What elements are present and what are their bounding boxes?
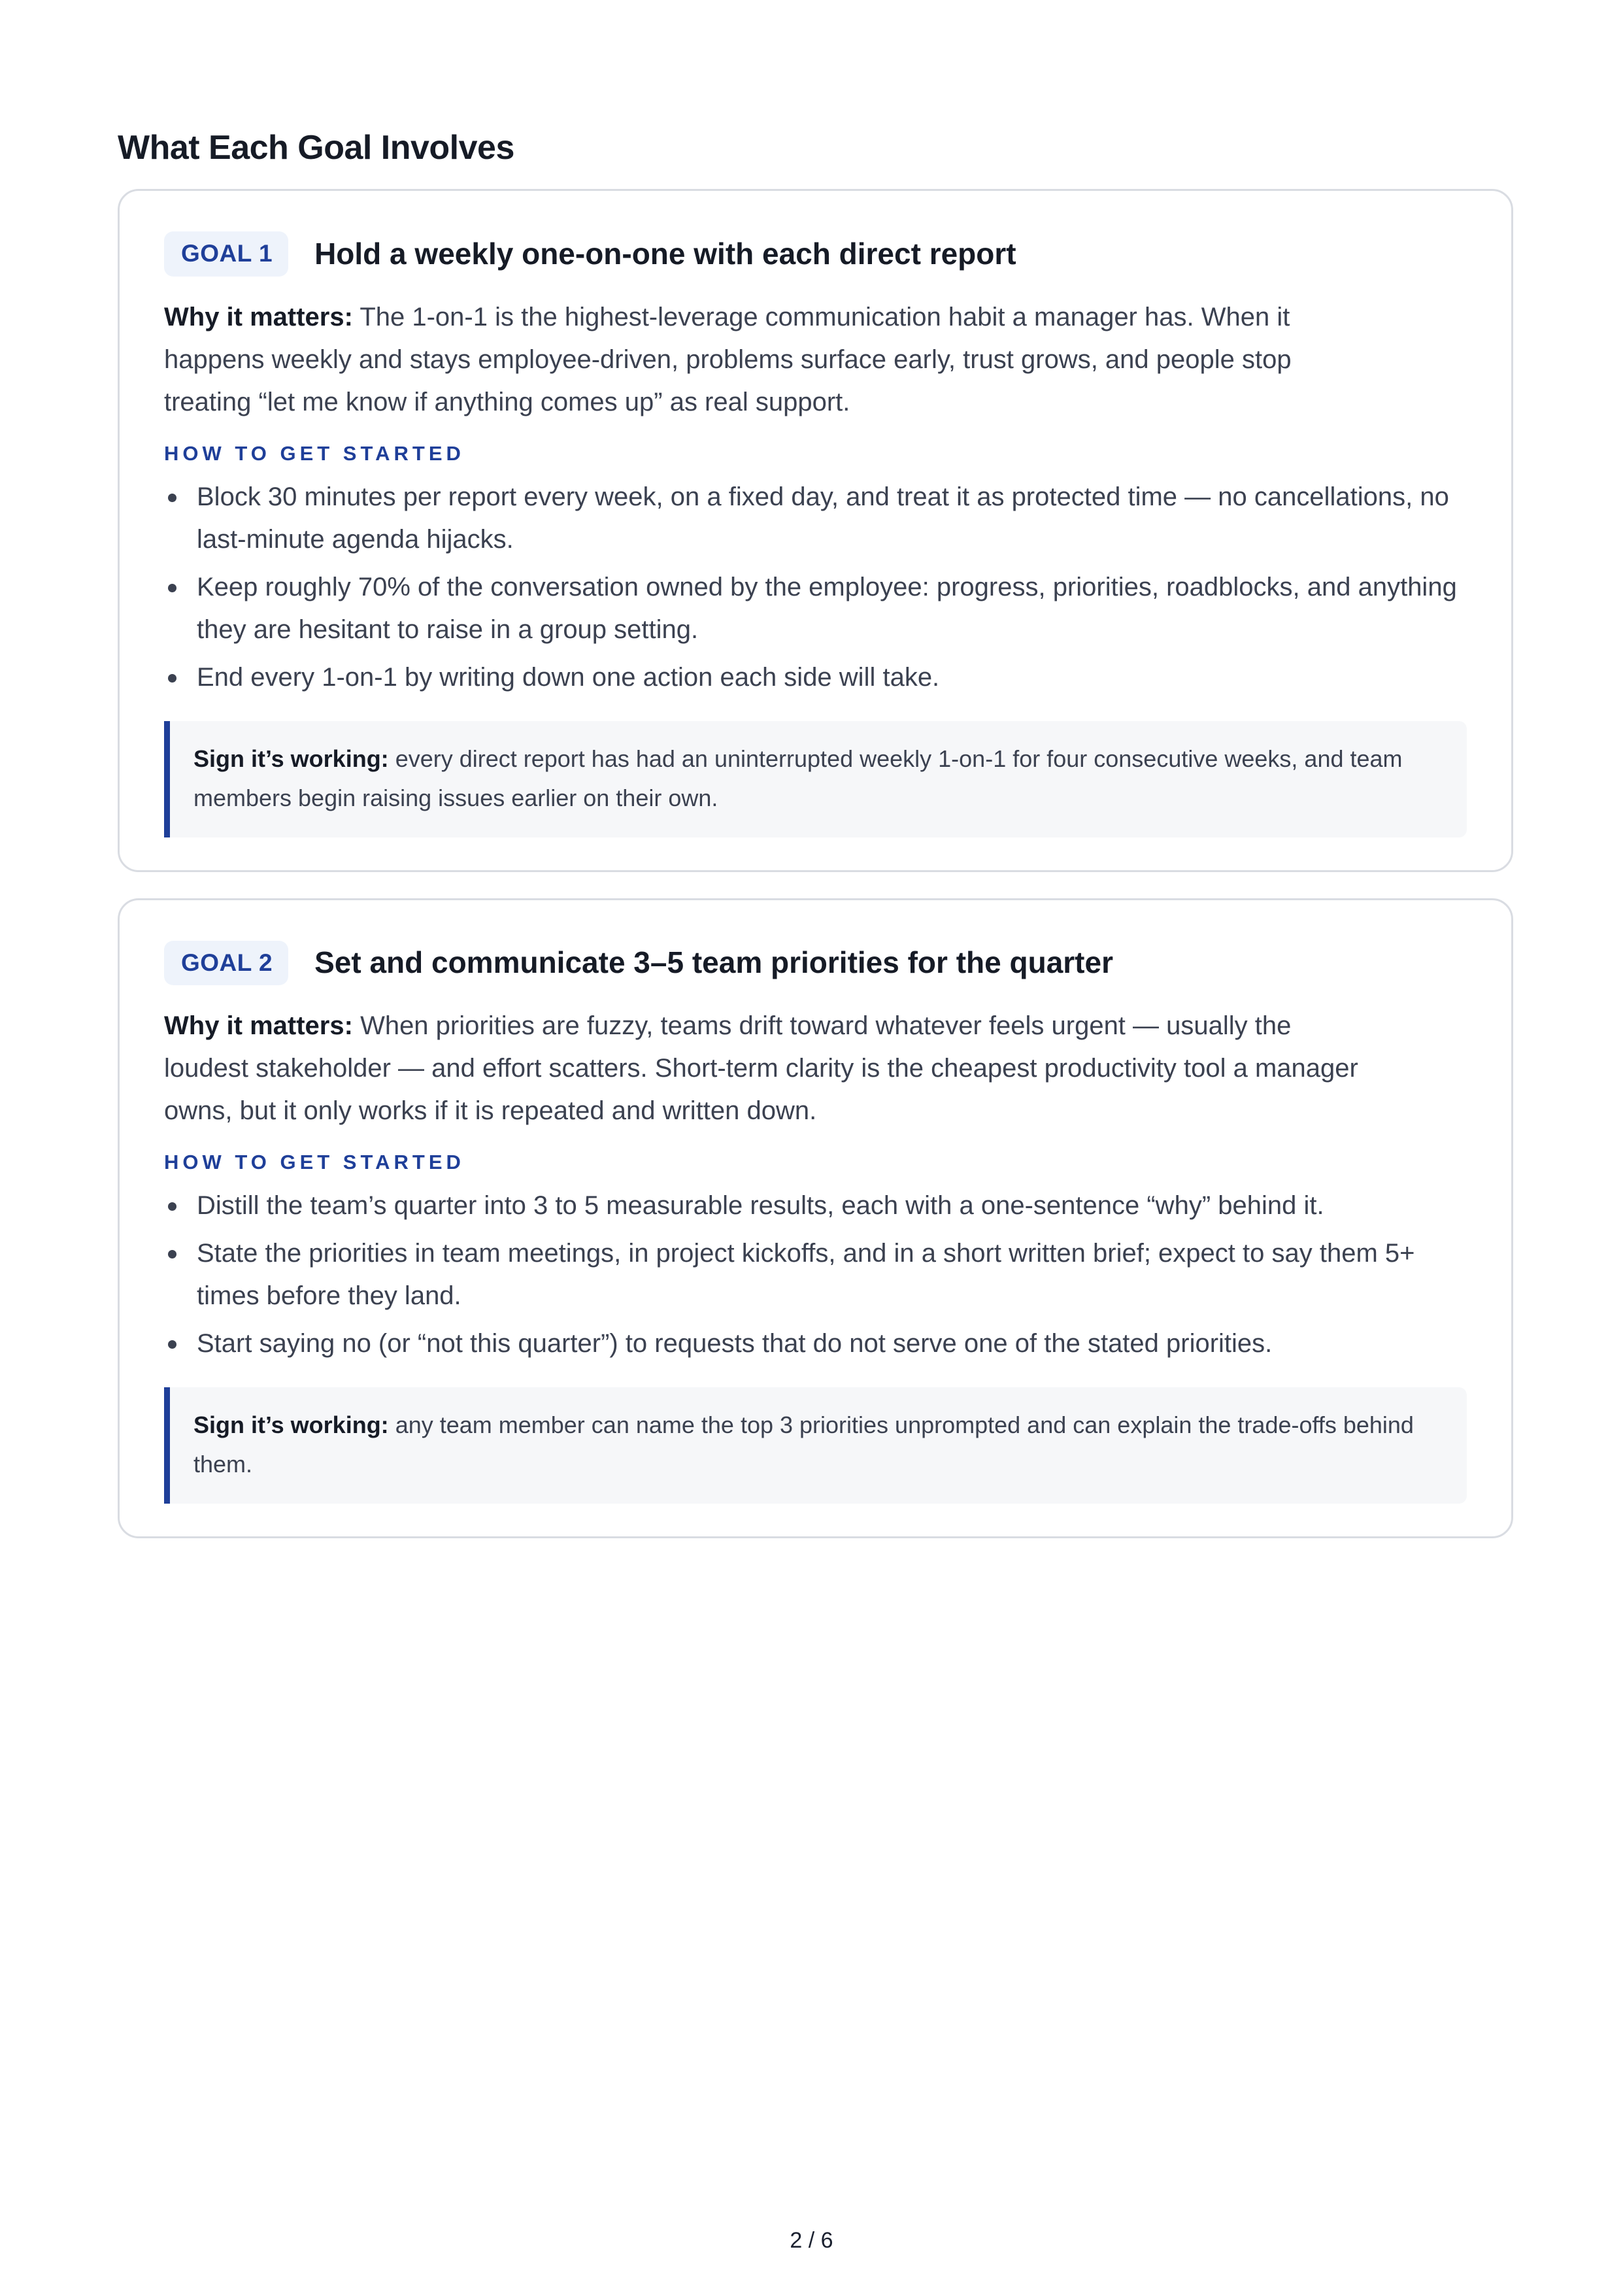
why-text: When priorities are fuzzy, teams drift toward whatever feels urgent — usually the loudest stakeholder — and effort scatters. Short-term clarity is the cheapest productivity tool a manager owns, but it only works if it is repeated and written down. [164, 1011, 1358, 1126]
list-item [164, 656, 1467, 699]
steps-list [164, 1185, 1467, 1365]
sign-its-working-callout [164, 721, 1467, 837]
step-text: Keep roughly 70% of the conversation owned by the employee: progress, priorities, roadblocks, and anything they are hesitant to raise in a group setting. [197, 572, 1457, 644]
bullet-icon [168, 1250, 176, 1258]
list-item [164, 1232, 1467, 1317]
goal-card-1 [118, 189, 1513, 871]
how-to-get-started-label: HOW TO GET STARTED [164, 441, 465, 465]
goal-header [164, 941, 1467, 985]
sign-text: any team member can name the top 3 priorities unprompted and can explain the trade-offs behind them. [193, 1411, 1414, 1478]
step-text: Distill the team’s quarter into 3 to 5 measurable results, each with a one-sentence “why” behind it. [197, 1191, 1324, 1221]
sign-label: Sign it’s working: [193, 745, 389, 772]
sign-its-working-callout [164, 1387, 1467, 1504]
step-text: Block 30 minutes per report every week, on a fixed day, and treat it as protected time — no cancellations, no last-minute agenda hijacks. [197, 482, 1449, 554]
goal-title: Set and communicate 3–5 team priorities for the quarter [314, 945, 1113, 980]
goal-badge: GOAL 1 [164, 231, 288, 276]
bullet-icon [168, 1340, 176, 1349]
page-number: 2 / 6 [790, 2228, 833, 2253]
bullet-icon [168, 584, 176, 592]
bullet-icon [168, 674, 176, 683]
goal-title: Hold a weekly one-on-one with each direct report [314, 236, 1016, 271]
why-it-matters [164, 296, 1360, 424]
document-page [118, 127, 1513, 1564]
section-title: What Each Goal Involves [118, 129, 514, 167]
list-item [164, 1323, 1467, 1365]
sign-text: every direct report has had an uninterrupted weekly 1-on-1 for four consecutive weeks, and team members begin raising issues earlier on their own. [193, 745, 1403, 811]
why-label: Why it matters: [164, 1011, 353, 1041]
sign-label: Sign it’s working: [193, 1411, 389, 1439]
bullet-icon [168, 494, 176, 502]
why-label: Why it matters: [164, 302, 353, 331]
why-it-matters [164, 1005, 1360, 1132]
step-text: End every 1-on-1 by writing down one action each side will take. [197, 662, 940, 692]
steps-list [164, 476, 1467, 699]
how-to-get-started-label: HOW TO GET STARTED [164, 1151, 465, 1174]
bullet-icon [168, 1202, 176, 1211]
why-text: The 1-on-1 is the highest-leverage communication habit a manager has. When it happens weekly and stays employee-driven, problems surface early, trust grows, and people stop treating “let me know if anything comes up” as real support. [164, 302, 1292, 416]
list-item [164, 566, 1467, 651]
step-text: Start saying no (or “not this quarter”) to requests that do not serve one of the stated priorities. [197, 1329, 1273, 1359]
goal-badge: GOAL 2 [164, 941, 288, 985]
goal-card-2 [118, 898, 1513, 1538]
list-item [164, 1185, 1467, 1227]
goal-header [164, 231, 1467, 276]
list-item [164, 476, 1467, 561]
step-text: State the priorities in team meetings, in project kickoffs, and in a short written brief; expect to say them 5+ times before they land. [197, 1239, 1415, 1311]
